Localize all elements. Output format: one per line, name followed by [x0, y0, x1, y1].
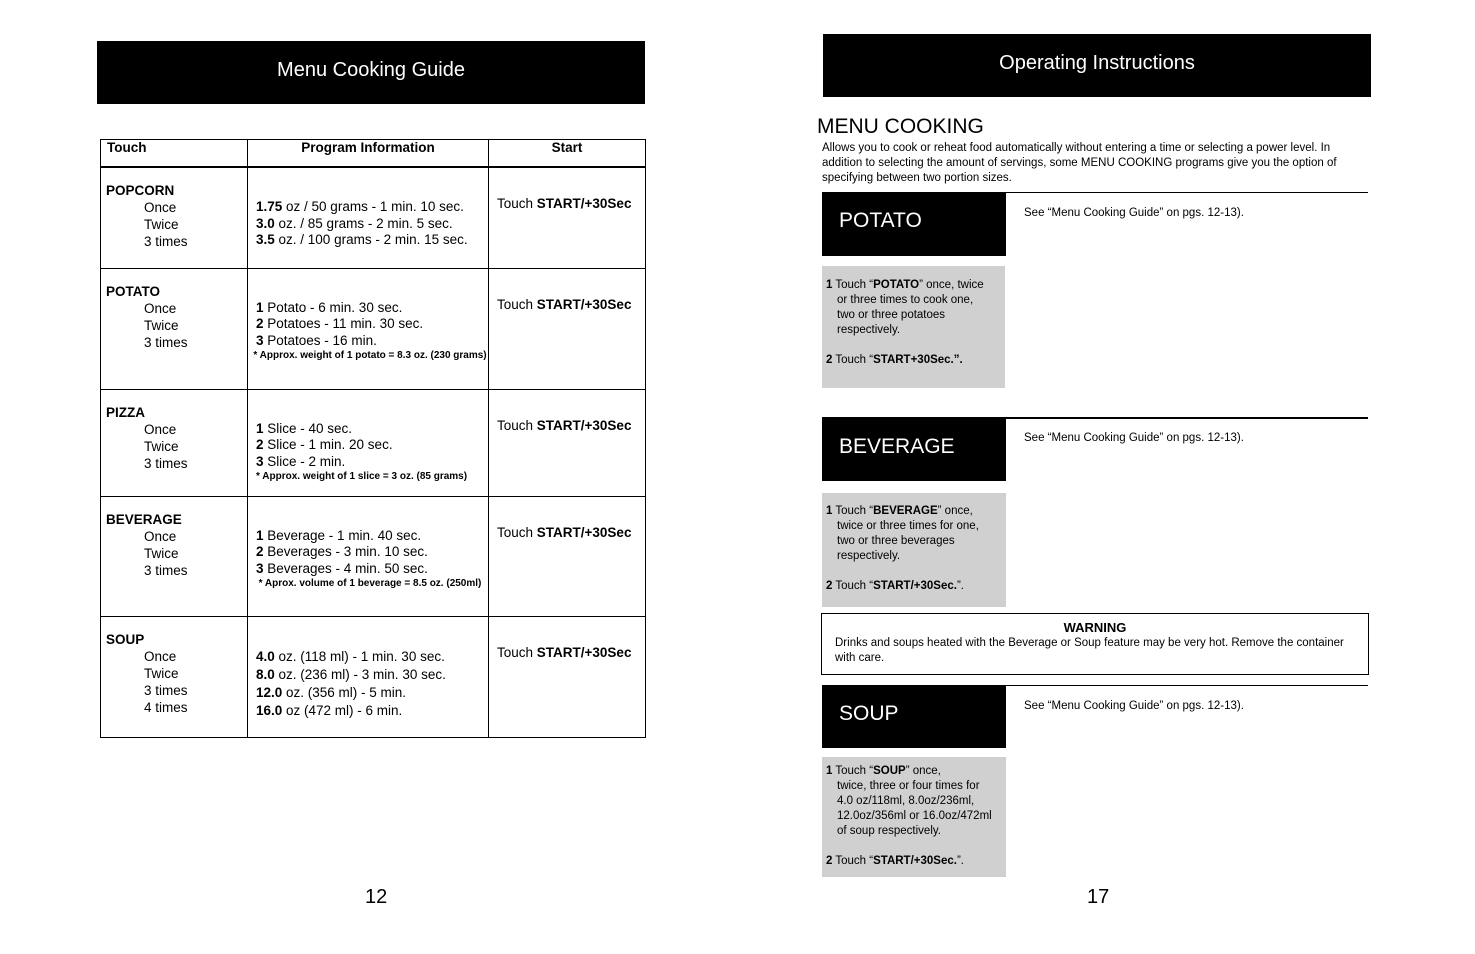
quantity-once: Once — [144, 648, 177, 664]
quantity-twice: Twice — [144, 317, 179, 333]
quantity-once: Once — [144, 300, 177, 316]
program-line: 2 Beverages - 3 min. 10 sec. — [256, 544, 428, 559]
column-header-start: Start — [489, 140, 646, 168]
step-1-line: of soup respectively. — [837, 825, 941, 837]
section-title: MENU COOKING — [817, 115, 984, 138]
column-header-program: Program Information — [248, 140, 489, 168]
step-1-line: respectively. — [837, 550, 901, 562]
food-name: BEVERAGE — [106, 511, 182, 527]
warning-title: WARNING — [1063, 620, 1127, 635]
soup-block-title: SOUP — [822, 686, 1006, 748]
food-name: POPCORN — [106, 183, 175, 198]
program-line: 1 Potato - 6 min. 30 sec. — [256, 299, 403, 315]
program-line: 1.75 oz / 50 grams - 1 min. 10 sec. — [256, 199, 464, 214]
step-2: 2 Touch “START+30Sec.”. — [826, 354, 963, 366]
quantity-twice: Twice — [144, 217, 179, 232]
table-row-soup — [101, 616, 646, 737]
step-1-line: twice or three times for one, — [837, 520, 979, 532]
start-cell: Touch START/+30Sec — [489, 167, 646, 268]
potato-block-title: POTATO — [822, 193, 1006, 256]
step-1-line: or three times to cook one, — [837, 294, 974, 306]
quantity-3-times: 3 times — [144, 562, 188, 578]
start-cell: Touch START/+30Sec — [489, 268, 646, 389]
start-cell: Touch START/+30Sec — [489, 616, 646, 737]
program-cell — [248, 167, 489, 268]
step-1-line: twice, three or four times for — [837, 780, 980, 792]
program-cell — [248, 389, 489, 496]
program-line: 1 Slice - 40 sec. — [256, 420, 353, 436]
touch-cell — [101, 616, 248, 737]
menu-cooking-guide-table — [100, 139, 646, 738]
step-1-line: respectively. — [837, 324, 901, 336]
quantity-3-times: 3 times — [144, 455, 188, 471]
beverage-block-title: BEVERAGE — [822, 419, 1006, 481]
step-1-line: two or three potatoes — [837, 309, 946, 321]
section-intro: Allows you to cook or reheat food automatically without entering a time or selecting a power level. In addition to selecting the amount of servings, some MENU COOKING programs give you the option of specifying between two portion sizes. — [822, 142, 1337, 184]
touch-cell — [101, 268, 248, 389]
touch-cell — [101, 167, 248, 268]
program-cell — [248, 496, 489, 616]
table-row-pizza — [101, 389, 646, 496]
food-name: PIZZA — [106, 404, 145, 420]
start-cell: Touch START/+30Sec — [489, 389, 646, 496]
beverage-see-reference: See “Menu Cooking Guide” on pgs. 12-13). — [1024, 432, 1244, 444]
beverage-steps — [822, 493, 1006, 607]
quantity-twice: Twice — [144, 438, 179, 454]
quantity-twice: Twice — [144, 665, 179, 681]
table-header-row — [101, 140, 646, 168]
step-1-line: 4.0 oz/118ml, 8.0oz/236ml, — [837, 795, 975, 807]
program-line: 3 Beverages - 4 min. 50 sec. — [256, 560, 428, 576]
program-cell — [248, 268, 489, 389]
soup-see-reference: See “Menu Cooking Guide” on pgs. 12-13). — [1024, 700, 1244, 712]
program-line: 1 Beverage - 1 min. 40 sec. — [256, 527, 422, 543]
step-1: 1 Touch “SOUP” once, — [826, 765, 941, 777]
program-line: 2 Slice - 1 min. 20 sec. — [256, 437, 393, 452]
touch-cell — [101, 496, 248, 616]
step-2: 2 Touch “START/+30Sec.”. — [826, 580, 964, 592]
column-header-touch: Touch — [101, 140, 248, 168]
step-1: 1 Touch “POTATO” once, twice — [826, 279, 984, 291]
program-cell — [248, 616, 489, 737]
potato-weight-note: * Approx. weight of 1 potato = 8.3 oz. (230 grams) — [253, 350, 487, 361]
quantity-3-times: 3 times — [144, 234, 188, 249]
step-1-line: 12.0oz/356ml or 16.0oz/472ml — [837, 810, 992, 822]
quantity-once: Once — [144, 528, 177, 544]
food-name: SOUP — [106, 631, 145, 647]
quantity-once: Once — [144, 421, 177, 437]
right-page-number: 17 — [1087, 886, 1110, 908]
program-line: 3 Slice - 2 min. — [256, 453, 346, 469]
program-line: 3.5 oz. / 100 grams - 2 min. 15 sec. — [256, 232, 468, 247]
table-row-potato — [101, 268, 646, 389]
touch-cell — [101, 389, 248, 496]
program-line: 16.0 oz (472 ml) - 6 min. — [256, 702, 403, 718]
soup-steps — [822, 757, 1006, 877]
program-line: 3 Potatoes - 16 min. — [256, 332, 377, 348]
potato-see-reference: See “Menu Cooking Guide” on pgs. 12-13). — [1024, 207, 1244, 219]
program-line: 4.0 oz. (118 ml) - 1 min. 30 sec. — [256, 648, 445, 664]
quantity-4-times: 4 times — [144, 699, 188, 715]
left-page-header: Menu Cooking Guide — [97, 41, 645, 104]
program-line: 12.0 oz. (356 ml) - 5 min. — [256, 684, 407, 700]
step-1: 1 Touch “BEVERAGE” once, — [826, 505, 973, 517]
program-line: 2 Potatoes - 11 min. 30 sec. — [256, 316, 424, 331]
warning-box — [821, 613, 1369, 675]
program-line: 8.0 oz. (236 ml) - 3 min. 30 sec. — [256, 666, 446, 682]
right-page-header: Operating Instructions — [823, 34, 1371, 97]
food-name: POTATO — [106, 283, 160, 299]
program-line: 3.0 oz. / 85 grams - 2 min. 5 sec. — [256, 215, 453, 231]
quantity-once: Once — [144, 200, 177, 215]
table-row-popcorn — [101, 167, 646, 268]
start-cell: Touch START/+30Sec — [489, 496, 646, 616]
potato-steps — [822, 266, 1005, 388]
beverage-volume-note: * Aprox. volume of 1 beverage = 8.5 oz. (250ml) — [258, 578, 482, 589]
quantity-twice: Twice — [144, 545, 179, 561]
pizza-weight-note: * Approx. weight of 1 slice = 3 oz. (85 grams) — [256, 471, 468, 482]
table-row-beverage — [101, 496, 646, 616]
step-2: 2 Touch “START/+30Sec.”. — [826, 855, 964, 867]
left-page-number: 12 — [365, 886, 388, 908]
quantity-3-times: 3 times — [144, 682, 188, 698]
quantity-3-times: 3 times — [144, 334, 188, 350]
step-1-line: two or three beverages — [837, 535, 955, 547]
warning-text: Drinks and soups heated with the Beverage or Soup feature may be very hot. Remove the container with care. — [835, 637, 1344, 664]
